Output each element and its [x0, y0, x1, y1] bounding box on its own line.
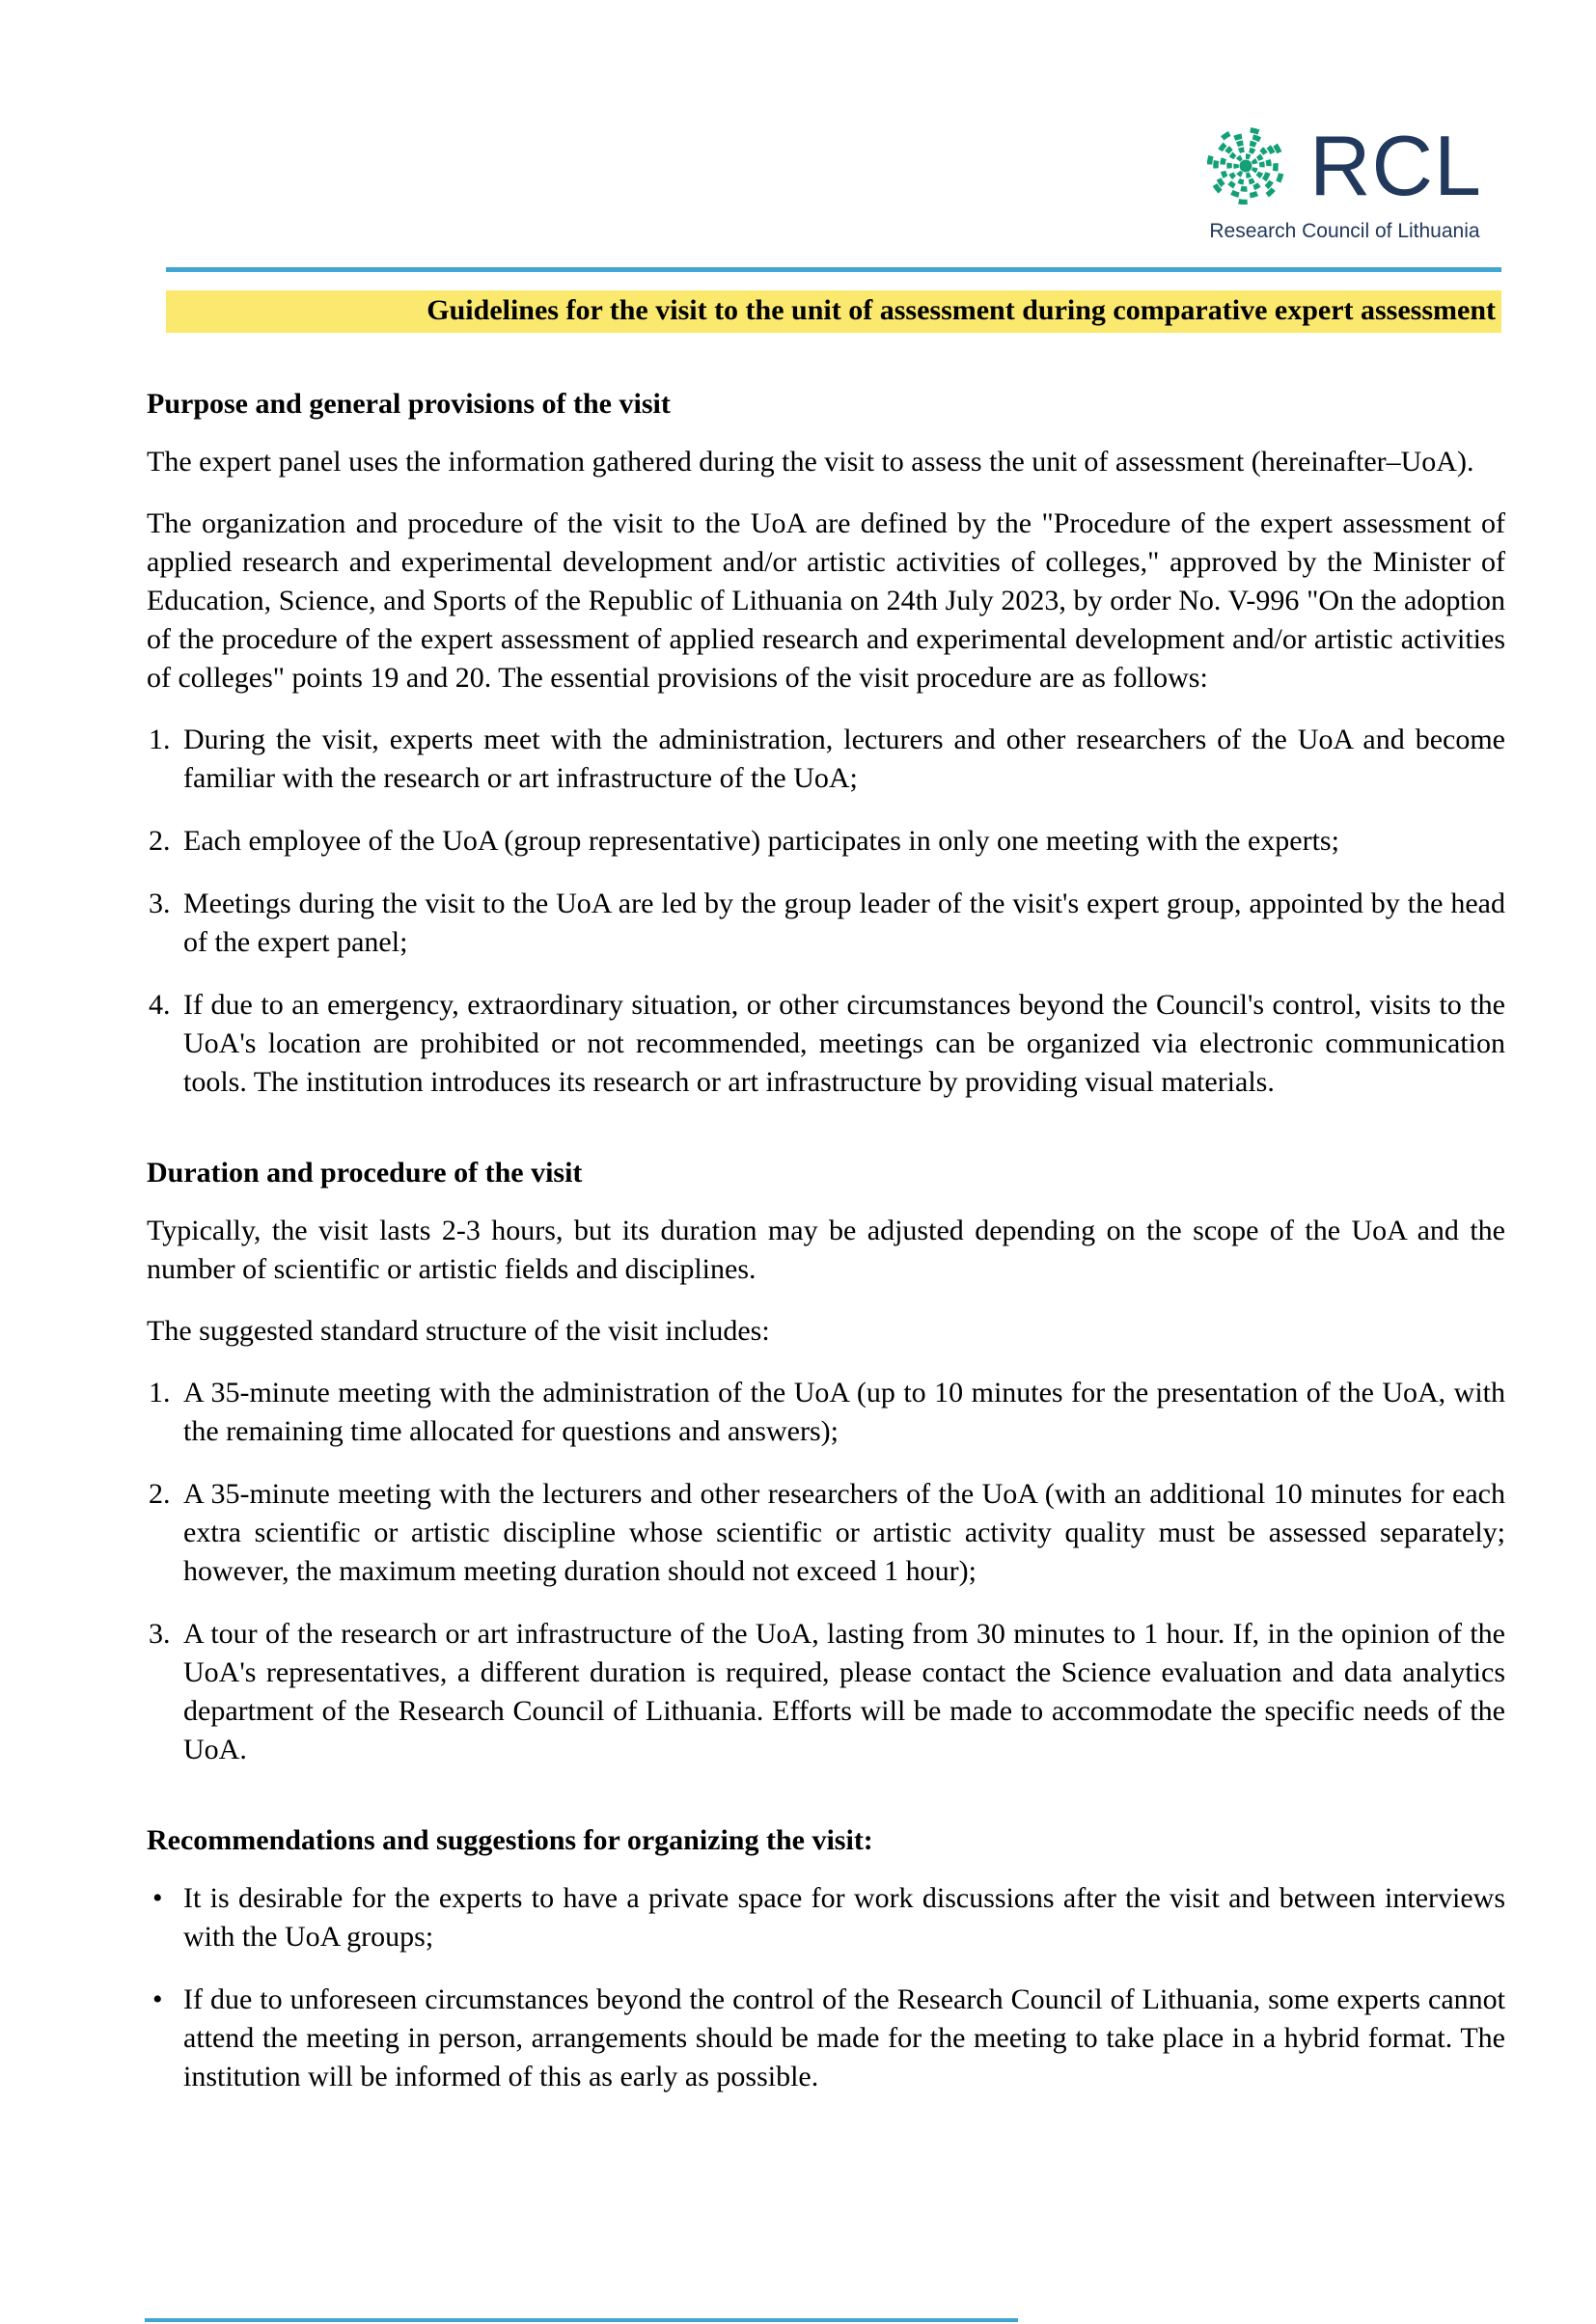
list-item [147, 721, 1505, 798]
bullet-list [147, 1879, 1505, 2096]
list-item [147, 1981, 1505, 2096]
list-item [147, 822, 1505, 861]
logo-tagline: Research Council of Lithuania [1209, 220, 1480, 242]
document-body [147, 333, 1505, 2120]
list-item [147, 1615, 1505, 1769]
list-item-number: 1. [149, 724, 171, 755]
list-item-text: If due to unforeseen circumstances beyond the control of the Research Council of Lithuania, some experts cannot attend the meeting in person, arrangements should be made for the meeting to take place in a hybrid format. The institution will be informed of this as early as possible. [183, 1983, 1505, 2092]
list-item-text: It is desirable for the experts to have a private space for work discussions after the visit and between interviews with the UoA groups; [183, 1882, 1505, 1953]
list-item [147, 986, 1505, 1102]
list-item [147, 1475, 1505, 1591]
rosette-icon [1207, 127, 1284, 205]
list-item-text: If due to an emergency, extraordinary situation, or other circumstances beyond the Council's control, visits to the UoA's location are prohibited or not recommended, meetings can be organized via electronic communication tools. The institution introduces its research or art infrastructure by providing visual materials. [183, 989, 1505, 1098]
list-item [147, 1374, 1505, 1451]
list-item-text: A 35-minute meeting with the lecturers and other researchers of the UoA (with an additional 10 minutes for each extra scientific or artistic discipline whose scientific or artistic activity quality must be assessed separately; however, the maximum meeting duration should not exceed 1 hour); [183, 1478, 1505, 1587]
section-heading: Duration and procedure of the visit [147, 1157, 583, 1189]
list-item-number: 2. [149, 1478, 171, 1510]
list-item-number: 2. [149, 825, 171, 857]
paragraph: The organization and procedure of the visit to the UoA are defined by the "Procedure of the expert assessment of applied research and experimental development and/or artistic activities of colleges," approved by the Minister of Education, Science, and Sports of the Republic of Lithuania on 24th July 2023, by order No. V-996 "On the adoption of the procedure of the expert assessment of applied research and experimental development and/or artistic activities of colleges" points 19 and 20. The essential provisions of the visit procedure are as follows: [147, 507, 1505, 694]
list-item-number: 4. [149, 989, 171, 1021]
document-title: Guidelines for the visit to the unit of assessment during comparative expert assessment [166, 290, 1501, 333]
numbered-list [147, 721, 1505, 1102]
paragraph: The suggested standard structure of the visit includes: [147, 1315, 770, 1347]
section-heading: Purpose and general provisions of the visit [147, 388, 671, 420]
list-item [147, 885, 1505, 962]
bullet-marker: • [152, 1983, 163, 2015]
paragraph: The expert panel uses the information gathered during the visit to assess the unit of assessment (hereinafter–UoA). [147, 446, 1474, 478]
footer-rule [145, 2318, 1018, 2322]
numbered-list [147, 1374, 1505, 1769]
bullet-marker: • [152, 1882, 163, 1914]
header-rule [166, 267, 1501, 272]
list-item-number: 1. [149, 1377, 171, 1408]
list-item-text: During the visit, experts meet with the administration, lecturers and other researchers of the UoA and become familiar with the research or art infrastructure of the UoA; [183, 724, 1505, 794]
list-item-text: A tour of the research or art infrastructure of the UoA, lasting from 30 minutes to 1 hour. If, in the opinion of the UoA's representatives, a different duration is required, please contact the Science evaluation and data analytics department of the Research Council of Lithuania. Efforts will be made to accommodate the specific needs of the UoA. [183, 1618, 1505, 1765]
list-item-number: 3. [149, 888, 171, 919]
list-item-text: Each employee of the UoA (group representative) participates in only one meeting with the experts; [183, 825, 1339, 857]
list-item [147, 1879, 1505, 1956]
list-item-number: 3. [149, 1618, 171, 1650]
list-item-text: Meetings during the visit to the UoA are led by the group leader of the visit's expert group, appointed by the head of the expert panel; [183, 888, 1505, 958]
logo-acronym: RCL [1308, 118, 1482, 213]
section-heading: Recommendations and suggestions for organizing the visit: [147, 1824, 873, 1856]
list-item-text: A 35-minute meeting with the administration of the UoA (up to 10 minutes for the presentation of the UoA, with the remaining time allocated for questions and answers); [183, 1377, 1505, 1447]
paragraph: Typically, the visit lasts 2-3 hours, but its duration may be adjusted depending on the scope of the UoA and the number of scientific or artistic fields and disciplines. [147, 1215, 1505, 1285]
rcl-logo [1207, 118, 1482, 243]
